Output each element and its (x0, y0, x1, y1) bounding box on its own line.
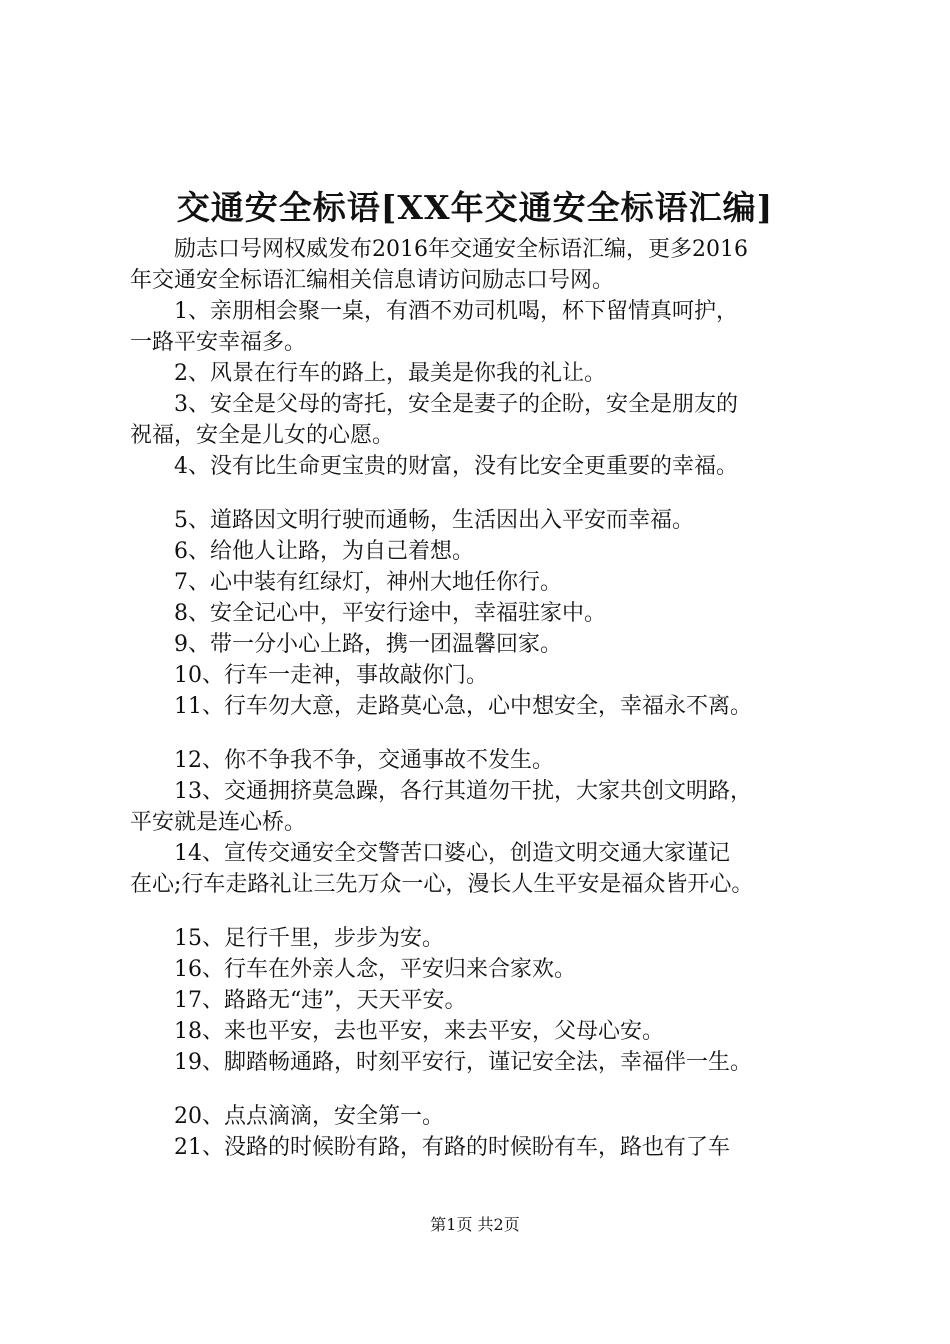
slogan-8: 8、安全记心中，平安行途中，幸福驻家中。 (174, 601, 606, 626)
slogan-18: 18、来也平安，去也平安，来去平安，父母心安。 (174, 1019, 664, 1044)
slogan-15: 15、足行千里，步步为安。 (174, 926, 444, 951)
slogan-21: 21、没路的时候盼有路，有路的时候盼有车，路也有了车 (174, 1135, 730, 1160)
paragraph-gap (130, 1078, 845, 1101)
slogan-4: 4、没有比生命更宝贵的财富，没有比安全更重要的幸福。 (174, 454, 738, 479)
slogan-9: 9、带一分小心上路，携一团温馨回家。 (174, 632, 562, 657)
paragraph-gap (130, 482, 845, 505)
slogan-14-line-1: 14、宣传交通安全交警苦口婆心，创造文明交通大家谨记 (174, 841, 730, 866)
slogan-14-line-2: 在心;行车走路礼让三先万众一心，漫长人生平安是福众皆开心。 (130, 872, 754, 897)
slogan-19: 19、脚踏畅通路，时刻平安行，谨记安全法，幸福伴一生。 (174, 1050, 752, 1075)
slogan-1-line-1: 1、亲朋相会聚一桌，有酒不劝司机喝，杯下留情真呵护， (174, 299, 738, 324)
slogan-1-line-2: 一路平安幸福多。 (130, 330, 307, 355)
paragraph-gap (130, 722, 845, 745)
intro-line-1: 励志口号网权威发布2016年交通安全标语汇编，更多2016 (174, 237, 748, 262)
document-body (130, 234, 845, 1163)
slogan-17: 17、路路无“违”，天天平安。 (174, 988, 467, 1013)
slogan-6: 6、给他人让路，为自己着想。 (174, 539, 474, 564)
document-title: 交通安全标语[XX年交通安全标语汇编] (176, 188, 774, 227)
paragraph-gap (130, 900, 845, 923)
slogan-3-line-1: 3、安全是父母的寄托，安全是妻子的企盼，安全是朋友的 (174, 392, 738, 417)
slogan-13-line-2: 平安就是连心桥。 (130, 810, 307, 835)
slogan-13-line-1: 13、交通拥挤莫急躁，各行其道勿干扰，大家共创文明路， (174, 779, 752, 804)
slogan-20: 20、点点滴滴，安全第一。 (174, 1104, 444, 1129)
slogan-7: 7、心中装有红绿灯，神州大地任你行。 (174, 570, 562, 595)
slogan-11: 11、行车勿大意，走路莫心急，心中想安全，幸福永不离。 (174, 694, 752, 719)
slogan-2: 2、风景在行车的路上，最美是你我的礼让。 (174, 361, 606, 386)
intro-line-2: 年交通安全标语汇编相关信息请访问励志口号网。 (130, 268, 615, 293)
slogan-10: 10、行车一走神，事故敲你门。 (174, 663, 488, 688)
page-footer: 第1页 共2页 (430, 1215, 520, 1234)
slogan-5: 5、道路因文明行驶而通畅，生活因出入平安而幸福。 (174, 508, 694, 533)
slogan-16: 16、行车在外亲人念，平安归来合家欢。 (174, 957, 576, 982)
slogan-3-line-2: 祝福，安全是儿女的心愿。 (130, 423, 395, 448)
slogan-12: 12、你不争我不争，交通事故不发生。 (174, 748, 554, 773)
